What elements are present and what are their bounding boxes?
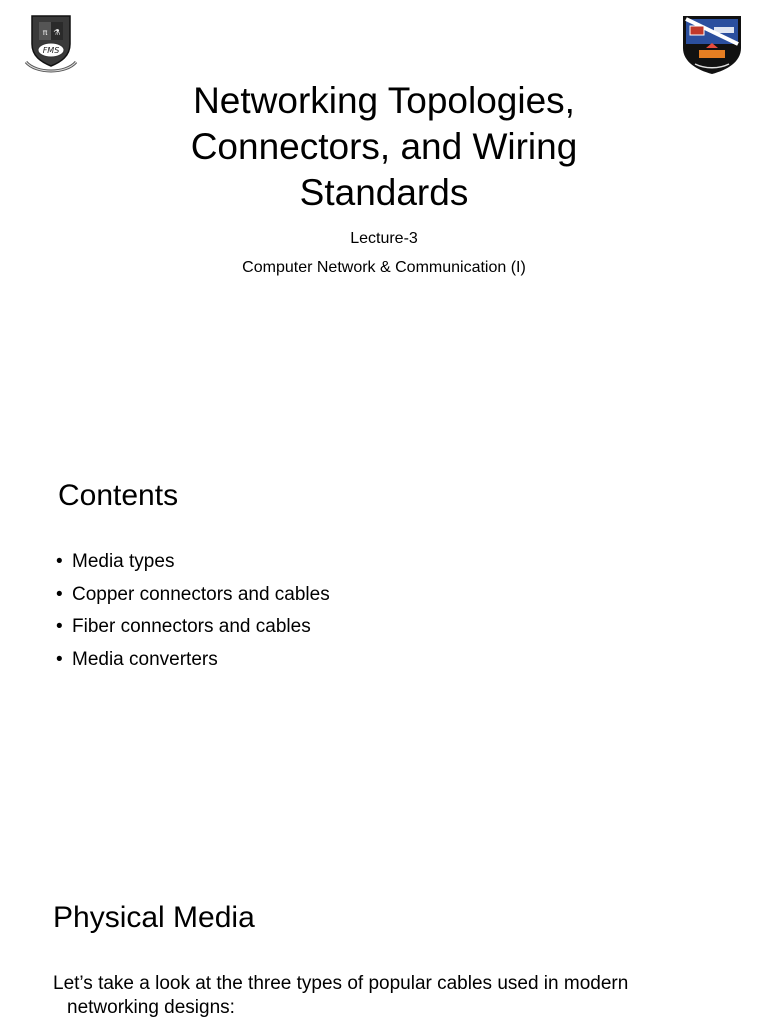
university-shield-logo <box>681 14 743 76</box>
list-item-label: Media converters <box>72 648 218 670</box>
contents-slide <box>0 430 768 860</box>
physical-media-heading: Physical Media <box>53 901 255 934</box>
paragraph-line-2: networking designs: <box>67 997 235 1018</box>
list-item-label: Media types <box>72 551 175 572</box>
contents-heading: Contents <box>58 479 179 512</box>
list-item <box>56 611 330 644</box>
fms-logo-text: FMS <box>42 46 60 55</box>
title-slide <box>0 0 768 430</box>
bullet-icon: • <box>56 648 63 670</box>
svg-text:⚗: ⚗ <box>53 28 61 37</box>
contents-list <box>56 546 330 676</box>
bullet-icon: • <box>56 583 63 605</box>
paragraph-line-1: Let’s take a look at the three types of popular cables used in modern <box>53 973 629 994</box>
course-name: Computer Network & Communication (I) <box>242 259 526 276</box>
physical-media-paragraph <box>53 972 713 1020</box>
fms-logo <box>22 12 80 78</box>
list-item-label: Copper connectors and cables <box>72 583 330 605</box>
list-item <box>56 546 330 579</box>
bullet-icon: • <box>56 616 63 637</box>
list-item <box>56 579 330 612</box>
presentation-title: Networking Topologies, Connectors, and Wiring Standards <box>190 80 578 213</box>
svg-text:π: π <box>42 28 48 37</box>
list-item-label: Fiber connectors and cables <box>72 616 311 637</box>
physical-media-slide <box>0 860 768 1024</box>
lecture-number: Lecture-3 <box>350 230 418 247</box>
bullet-icon: • <box>56 551 63 572</box>
list-item <box>56 644 330 677</box>
